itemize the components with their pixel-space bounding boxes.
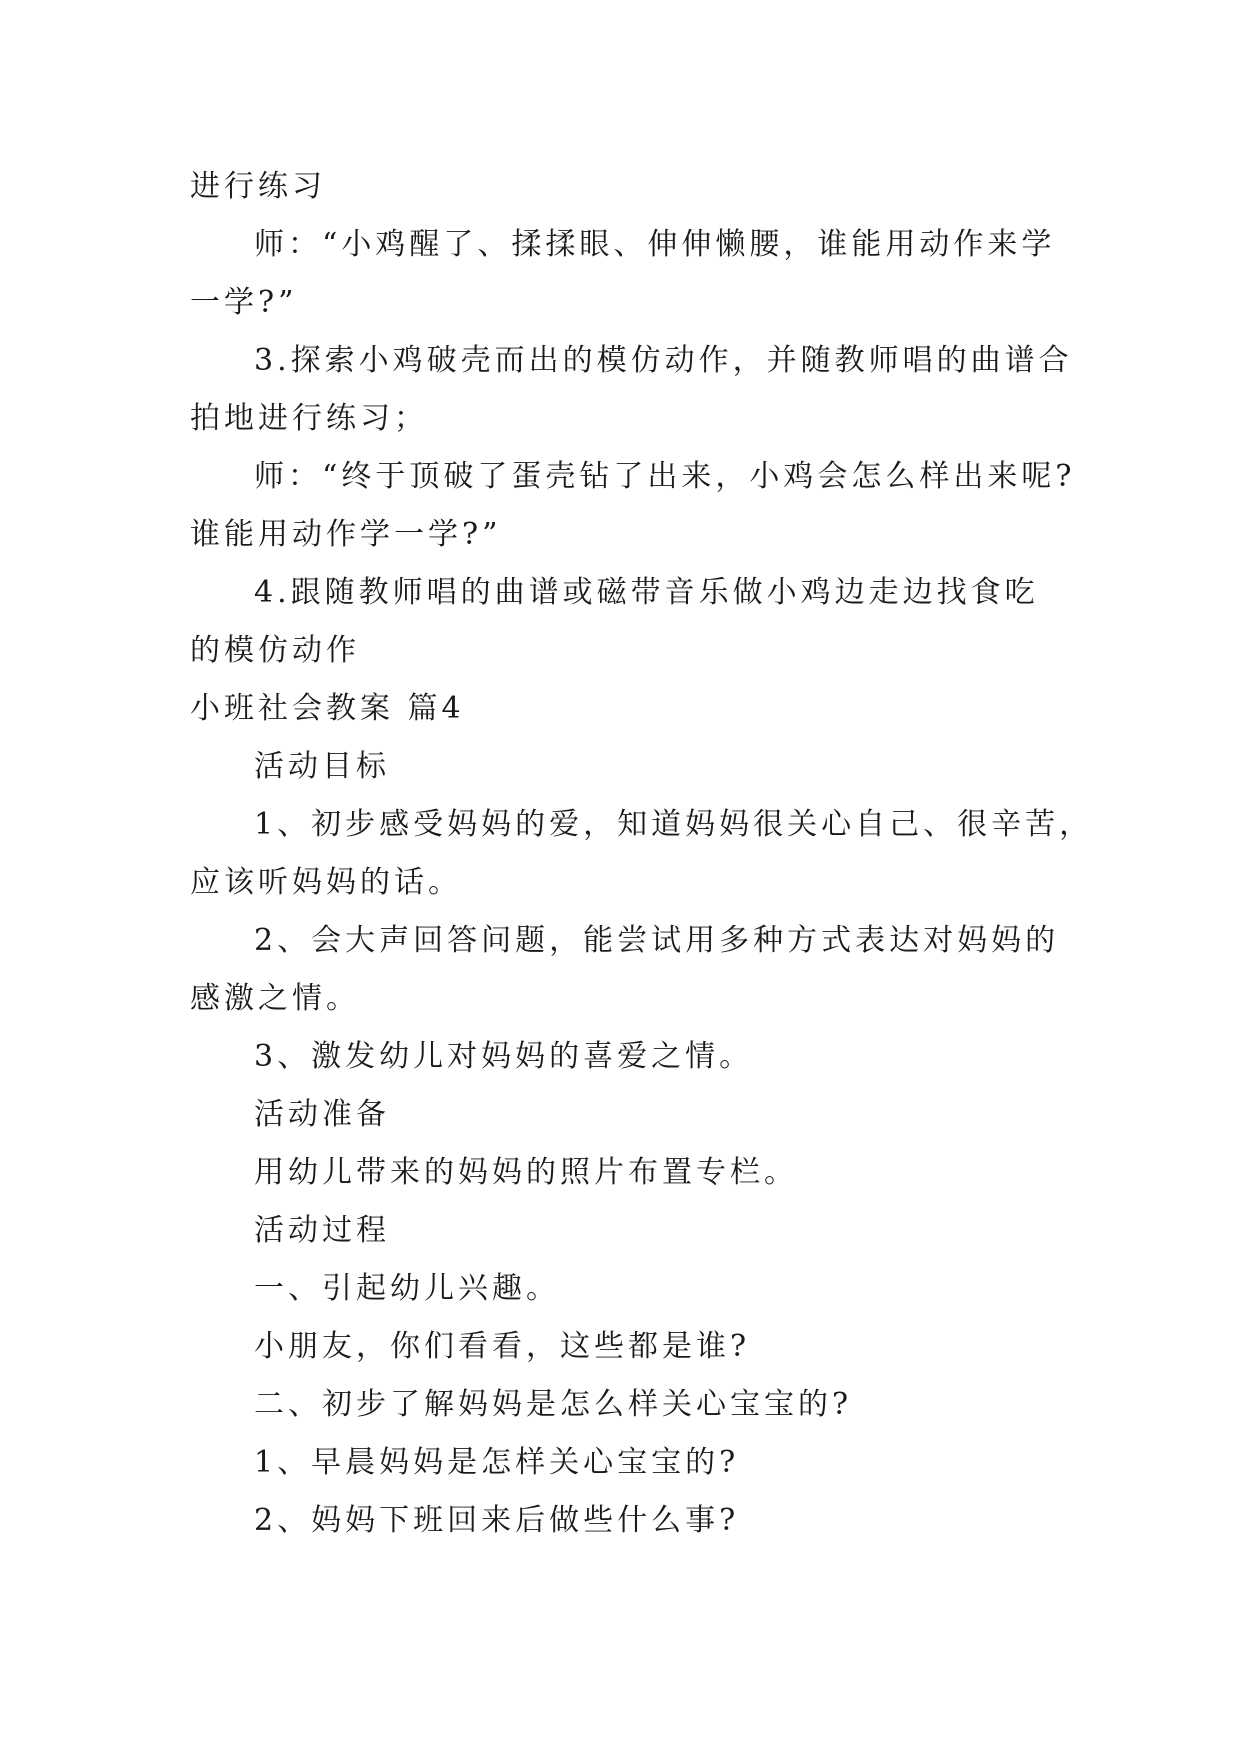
text-line: 用幼儿带来的妈妈的照片布置专栏。 [254,1155,798,1190]
text-line: 的模仿动作 [190,633,360,668]
document-body [190,158,1094,1550]
subheading-activity-preparation: 活动准备 [254,1097,390,1132]
text-line: 2、会大声回答问题，能尝试用多种方式表达对妈妈的 [254,923,1060,958]
text-line: 一学?” [190,285,298,320]
text-line: 拍地进行练习； [190,401,428,436]
text-line: 3.探索小鸡破壳而出的模仿动作，并随教师唱的曲谱合 [254,343,1073,378]
text-line: 4.跟随教师唱的曲谱或磁带音乐做小鸡边走边找食吃 [254,575,1039,610]
text-line: 应该听妈妈的话。 [190,865,462,900]
section-heading: 小班社会教案 篇4 [190,691,465,726]
text-line: 进行练习 [190,169,326,204]
text-line: 1、初步感受妈妈的爱，知道妈妈很关心自己、很辛苦， [254,807,1094,842]
text-line: 二、初步了解妈妈是怎么样关心宝宝的? [254,1387,853,1422]
subheading-activity-goals: 活动目标 [254,749,390,784]
subheading-activity-process: 活动过程 [254,1213,390,1248]
text-line: 一、引起幼儿兴趣。 [254,1271,560,1306]
text-line: 1、早晨妈妈是怎样关心宝宝的? [254,1445,740,1480]
text-line: 3、激发幼儿对妈妈的喜爱之情。 [254,1039,754,1074]
text-line: 师：“小鸡醒了、揉揉眼、伸伸懒腰，谁能用动作来学 [254,227,1056,262]
text-line: 谁能用动作学一学?” [190,517,502,552]
text-line: 师：“终于顶破了蛋壳钻了出来，小鸡会怎么样出来呢? [254,459,1076,494]
text-line: 小朋友，你们看看，这些都是谁? [254,1329,751,1364]
text-line: 2、妈妈下班回来后做些什么事? [254,1503,740,1538]
text-line: 感激之情。 [190,981,360,1016]
